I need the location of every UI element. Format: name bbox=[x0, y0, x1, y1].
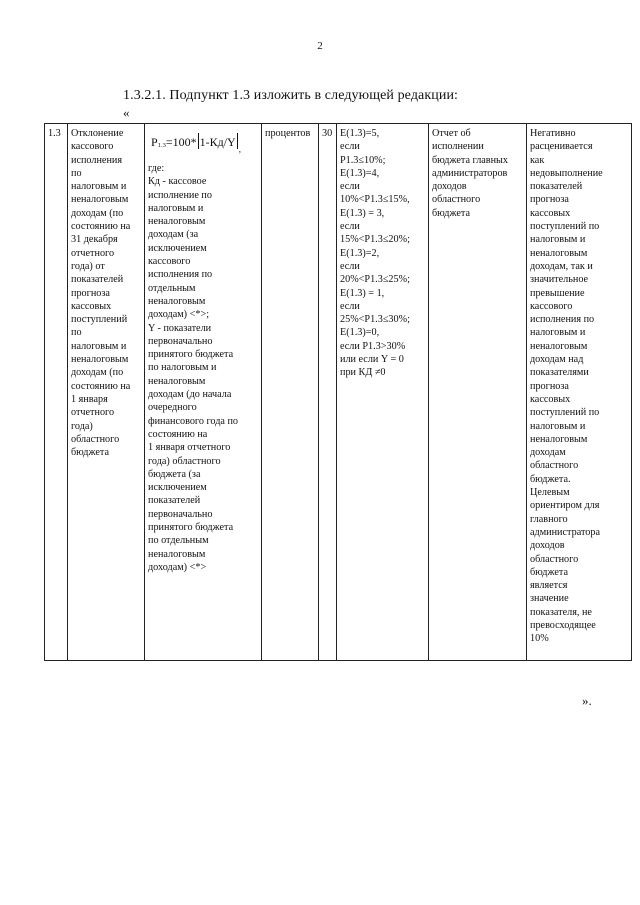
page-number: 2 bbox=[317, 40, 323, 52]
indicator-table bbox=[44, 123, 632, 661]
weight: 30 bbox=[322, 128, 333, 139]
formula-comma: , bbox=[238, 144, 241, 154]
abs-bar-right bbox=[237, 133, 238, 149]
note-cell bbox=[527, 124, 632, 661]
table-row bbox=[45, 124, 632, 661]
section-heading: 1.3.2.1. Подпункт 1.3 изложить в следующей редакции: bbox=[123, 88, 459, 103]
formula-body: =100* bbox=[165, 135, 197, 149]
formula-symbol: P bbox=[151, 135, 158, 149]
opening-quote-mark: « bbox=[123, 105, 130, 120]
indicator-name-cell bbox=[68, 124, 145, 661]
data-source: Отчет об исполнении бюджета главных администраторов доходов областного бюджета bbox=[432, 128, 508, 219]
abs-bar-left bbox=[198, 133, 199, 149]
formula-subscript: 1.3 bbox=[157, 142, 166, 149]
formula-explanation: где: Кд - кассовое исполнение по налоговым и неналоговым доходам (за исключением кассового исполнения по отдельным неналоговым доходам) <*>; Y - показатели первоначально принятого бюджета по налоговым и неналоговым доходам (до начала очередного финансового года по состоянию на 1 января отчетного года) областного бюджета (за исключением показателей первоначально принятого бюджета по отдельным неналоговым доходам) <*> bbox=[148, 163, 239, 573]
score-conditions: E(1.3)=5, если P1.3≤10%; E(1.3)=4, если 10%<P1.3≤15%, E(1.3) = 3, если 15%<P1.3≤20%; E(1.3)=2, если 20%<P1.3≤25%; E(1.3) = 1, если 25%<P1.3≤30%; E(1.3)=0, если P1.3>30% или если Y = 0 при КД ≠0 bbox=[340, 128, 410, 379]
note: Негативно расценивается как недовыполнение показателей прогноза кассовых поступлений по налоговым и неналоговым доходам, так и значительное превышение кассового исполнения по налоговым и неналоговым доходам над показателями прогноза кассовых поступлений по налоговым и неналоговым доходам областного бюджета. Целевым ориентиром для главного администратора доходов областного бюджета является значение показателя, не превосходящее 10% bbox=[530, 128, 603, 645]
scores-cell bbox=[337, 124, 429, 661]
unit: процентов bbox=[265, 128, 311, 139]
formula bbox=[151, 133, 259, 156]
closing-quote-mark: ». bbox=[582, 693, 592, 708]
indicator-name: Отклонение кассового исполнения по налоговым и неналоговым доходам (по состоянию на 31 декабря отчетного года) от показателей прогноза кассовых поступлений по налоговым и неналоговым доходам (по состоянию на 1 января отчетного года) областного бюджета bbox=[71, 128, 131, 459]
row-number-cell bbox=[45, 124, 68, 661]
weight-cell bbox=[319, 124, 337, 661]
formula-cell bbox=[145, 124, 262, 661]
unit-cell bbox=[262, 124, 319, 661]
formula-inner: 1-Кд/Y bbox=[199, 135, 236, 149]
source-cell bbox=[429, 124, 527, 661]
row-number: 1.3 bbox=[48, 128, 61, 139]
